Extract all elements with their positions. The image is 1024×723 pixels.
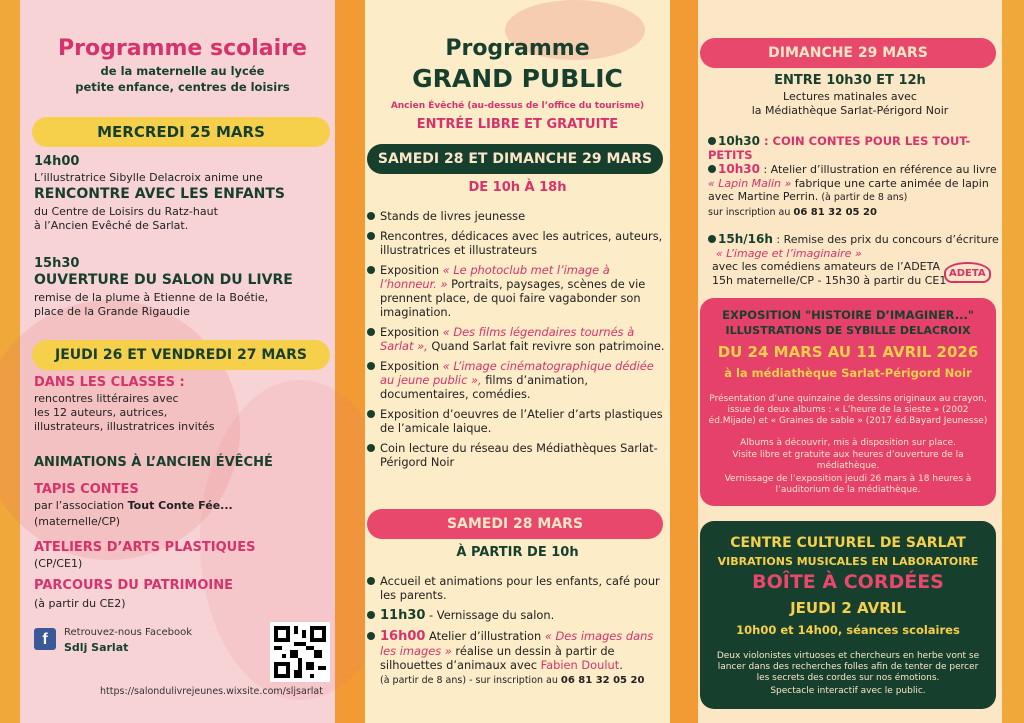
item-phone: 06 81 32 05 20 — [560, 675, 645, 686]
day-sat-sun: SAMEDI 28 ET DIMANCHE 29 MARS — [367, 144, 663, 174]
time-14h00: 14h00 — [34, 154, 80, 169]
cc-date: JEUDI 2 AVRIL — [790, 599, 906, 617]
item-text: films d’animation, documentaires, comédies. — [380, 373, 588, 401]
item-title: « Des images dans les images » — [380, 629, 654, 658]
item-title: « L’image cinématographique dédiée au jeune public », — [380, 359, 654, 387]
facebook-icon[interactable]: f — [34, 628, 56, 650]
lectures-line2: la Médiathèque Sarlat-Périgord Noir — [751, 104, 949, 117]
item-time: 16h00 — [380, 629, 426, 644]
expo-desc-1: Présentation d’une quinzaine de dessins originaux au crayon, issue de deux albums : « L’heure de la sieste » (2002 éd.Mijade) et « Graines de sable » (2017 éd.Bayard Jeunesse) — [708, 394, 988, 426]
t2-title: OUVERTURE DU SALON DU LIVRE — [34, 272, 293, 288]
t1-title: RENCONTRE AVEC LES ENFANTS — [34, 186, 286, 202]
item-small: (à partir de 8 ans) - sur inscription au — [380, 675, 561, 686]
t1-intro: L’illustratrice Sibylle Delacroix anime une — [34, 171, 263, 184]
expo-desc-2: Albums à découvrir, mis à disposition sur place. — [740, 438, 956, 448]
day-sat-28: SAMEDI 28 MARS — [367, 509, 663, 539]
middle-from: À PARTIR DE 10h — [456, 545, 579, 560]
item-pre: Exposition — [380, 263, 443, 277]
tapis-line2: (maternelle/CP) — [34, 515, 121, 528]
expo-desc-4: Vernissage de l’exposition jeudi 26 mars à 18 heures à l’auditorium de la médiathèque. — [724, 474, 972, 495]
atelier-time: 10h30 — [718, 162, 760, 176]
tapis-line1 — [34, 499, 233, 513]
middle-venue: Ancien Évêché (au-dessus de l’office du tourisme) — [390, 101, 645, 111]
t1-line1: du Centre de Loisirs du Ratz-haut — [34, 205, 218, 218]
list-item — [367, 263, 665, 319]
facebook-text-1: Retrouvez-nous Facebook — [64, 627, 193, 638]
item-text: Rencontres, dédicaces avec les autrices, auteurs, illustratrices et illustrateurs — [380, 229, 663, 257]
atelier-title: « Lapin Malin » — [708, 176, 792, 190]
cc-times: 10h00 et 14h00, séances scolaires — [736, 623, 960, 637]
qr-code[interactable] — [270, 622, 330, 682]
website-url[interactable]: https://salondulivrejeunes.wixsite.com/sljsarlat — [100, 686, 323, 697]
classes-line3: illustrateurs, illustratrices invités — [34, 420, 215, 433]
t2-line2: place de la Grande Rigaudie — [34, 305, 190, 318]
t1-line2: à l’Ancien Evêché de Sarlat. — [34, 219, 189, 232]
item-pre: Exposition — [380, 359, 443, 373]
facebook-text-2[interactable]: Sdlj Sarlat — [64, 641, 129, 654]
list-item — [367, 441, 665, 469]
expo-place: à la médiathèque Sarlat-Périgord Noir — [724, 366, 972, 380]
cc-title-2: VIBRATIONS MUSICALES EN LABORATOIRE — [717, 555, 979, 568]
time-15h30: 15h30 — [34, 256, 80, 271]
item-title: « Des films légendaires tournés à Sarlat », — [380, 325, 635, 353]
animations-title: ANIMATIONS À L’ANCIEN ÉVÊCHÉ — [34, 455, 273, 470]
item-text: Exposition d’oeuvres de l’Atelier d’arts plastiques de l’amicale laique. — [380, 407, 663, 435]
list-item — [367, 209, 665, 223]
ateliers-title: ATELIERS D’ARTS PLASTIQUES — [34, 540, 256, 555]
left-subtitle-2: petite enfance, centres de loisirs — [75, 80, 290, 94]
saturday-list — [367, 574, 665, 694]
day-sun-29: DIMANCHE 29 MARS — [700, 38, 996, 68]
classes-line1: rencontres littéraires avec — [34, 392, 179, 405]
atelier-reg: sur inscription au — [708, 206, 794, 218]
item-text: Coin lecture du réseau des Médiathèques Sarlat-Périgord Noir — [380, 441, 658, 469]
item-text: Portraits, paysages, scènes de vie prennent place, de quoi faire vagabonder son imagination. — [380, 277, 646, 319]
program-list — [367, 209, 665, 475]
coin-time: 10h30 — [718, 134, 760, 148]
cc-title-3: BOÎTE À CORDÉES — [752, 571, 944, 593]
adeta-logo: ADETA — [944, 262, 991, 283]
bullet-dot — [708, 235, 716, 243]
item-title: « Le photoclub met l’image à l’honneur. » — [380, 263, 610, 291]
ateliers-line1: (CP/CE1) — [34, 557, 83, 570]
t2-line1: remise de la plume à Etienne de la Boétie, — [34, 291, 269, 304]
item-artist: Fabien Doulut — [540, 658, 620, 672]
tapis-pre: par l’association — [34, 499, 128, 512]
list-item — [367, 608, 665, 623]
item-text: Stands de livres jeunesse — [380, 209, 526, 223]
expo-title-1: EXPOSITION "HISTOIRE D’IMAGINER..." — [722, 308, 974, 322]
prix-line3: 15h maternelle/CP - 15h30 à partir du CE1 — [712, 273, 947, 287]
atelier-small: (à partir de 8 ans) — [818, 192, 908, 203]
classes-title: DANS LES CLASSES : — [34, 375, 185, 390]
list-item — [367, 359, 665, 401]
expo-desc-3: Visite libre et gratuite aux heures d’ouverture de la médiathèque. — [732, 450, 964, 471]
list-item — [367, 629, 665, 688]
left-subtitle-1: de la maternelle au lycée — [100, 64, 265, 78]
prix-pre: : Remise des prix du concours d’écriture — [772, 233, 999, 246]
qr-code-graphic — [274, 626, 326, 678]
item-time: 11h30 — [380, 608, 426, 623]
bullet-dot — [708, 165, 716, 173]
expo-title-2: ILLUSTRATIONS DE SYBILLE DELACROIX — [725, 324, 971, 337]
parcours-title: PARCOURS DU PATRIMOINE — [34, 578, 234, 593]
atelier-phone: 06 81 32 05 20 — [793, 206, 877, 218]
item-pre: Atelier d’illustration — [425, 629, 545, 643]
middle-title-1: Programme — [445, 36, 590, 61]
left-title: Programme scolaire — [58, 36, 307, 61]
coin-text: : COIN CONTES POUR LES TOUT-PETITS — [708, 134, 971, 162]
right-time: ENTRE 10h30 ET 12h — [774, 73, 926, 88]
list-item — [367, 407, 665, 435]
atelier-mid: fabrique une carte animée de lapin avec Martine Perrin. — [708, 176, 989, 203]
prix-title: « L’image et l’imaginaire » — [716, 246, 862, 260]
classes-line2: les 12 auteurs, autrices, — [34, 406, 168, 419]
cc-title-1: CENTRE CULTUREL DE SARLAT — [730, 535, 966, 551]
item-text: réalise un dessin à partir de silhouettes d’animaux avec — [380, 644, 615, 672]
list-item — [367, 229, 665, 257]
coin-contes — [708, 135, 998, 162]
list-item — [367, 574, 665, 602]
prix-line2: avec les comédiens amateurs de l’ADETA — [712, 260, 941, 273]
cc-desc-1: Deux violonistes virtuoses et chercheurs en herbe vont se lancer dans des recherches folles afin de tenter de percer les secrets des cordes sur nos émotions. — [716, 651, 980, 683]
middle-hours: DE 10h À 18h — [468, 180, 567, 195]
item-end: . — [619, 658, 623, 672]
item-text: Quand Sarlat fait revivre son patrimoine. — [427, 339, 665, 353]
bullet-dot — [708, 137, 716, 145]
item-text: Accueil et animations pour les enfants, café pour les parents. — [380, 574, 660, 602]
atelier-lapin — [708, 163, 1000, 219]
tapis-title: TAPIS CONTES — [34, 482, 139, 497]
middle-free-entry: ENTRÉE LIBRE ET GRATUITE — [416, 117, 619, 132]
atelier-pre: : Atelier d’illustration en référence au livre — [759, 163, 997, 176]
prix-time: 15h/16h — [718, 232, 773, 246]
middle-title-2: GRAND PUBLIC — [412, 64, 623, 93]
expo-dates: DU 24 MARS AU 11 AVRIL 2026 — [717, 343, 979, 361]
item-pre: Exposition — [380, 325, 443, 339]
day-wed-25: MERCREDI 25 MARS — [32, 117, 330, 147]
right-edge-stripe — [1002, 0, 1024, 723]
tapis-assoc: Tout Conte Fée... — [127, 499, 233, 512]
day-thu-fri: JEUDI 26 ET VENDREDI 27 MARS — [32, 340, 330, 370]
cc-desc-2: Spectacle interactif avec le public. — [770, 686, 926, 696]
list-item — [367, 325, 665, 353]
lectures-line1: Lectures matinales avec — [783, 90, 917, 103]
parcours-line1: (à partir du CE2) — [34, 597, 126, 610]
divider-stripe-2 — [670, 0, 698, 723]
item-text: - Vernissage du salon. — [425, 608, 555, 622]
